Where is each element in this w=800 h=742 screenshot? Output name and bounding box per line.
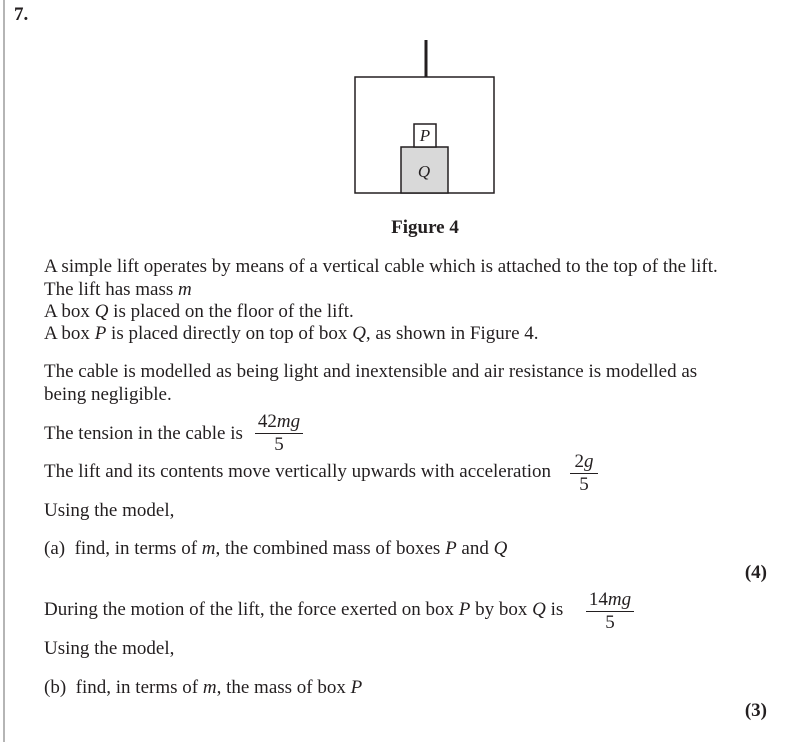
text-line-11 <box>44 599 563 621</box>
var-p: P <box>350 677 363 698</box>
variable: mg <box>276 411 301 432</box>
text: by box <box>470 599 533 620</box>
text: The lift has mass <box>44 279 179 300</box>
text: and <box>456 538 494 559</box>
fraction-denominator: 5 <box>570 473 598 496</box>
acceleration-fraction <box>570 451 598 496</box>
variable: g <box>584 451 594 472</box>
variable: mg <box>607 589 632 610</box>
marks-b: (3) <box>744 700 767 721</box>
text: A box <box>44 323 95 344</box>
fraction-denominator: 5 <box>586 611 634 634</box>
var-q: Q <box>352 323 366 344</box>
text-line-8: The lift and its contents move vertically upwards with acceleration <box>44 461 552 482</box>
var-p: P <box>458 599 471 620</box>
box-p-label: P <box>419 126 431 145</box>
text: find, in terms of <box>75 677 203 698</box>
question-number: 7. <box>14 4 29 25</box>
marks-a: (4) <box>744 562 767 583</box>
text-line-12: Using the model, <box>44 638 175 659</box>
var-m: m <box>178 279 192 300</box>
text-line-6: being negligible. <box>44 384 172 405</box>
tension-fraction <box>255 411 303 456</box>
text: , the mass of box <box>216 677 351 698</box>
fraction-numerator <box>255 411 303 433</box>
text-line-4 <box>44 323 539 345</box>
var-q: Q <box>493 538 508 559</box>
part-b-label: (b) <box>44 677 67 698</box>
var-p: P <box>445 538 457 559</box>
coefficient: 42 <box>257 411 277 432</box>
part-a-label: (a) <box>44 538 66 559</box>
text: A box <box>44 301 95 322</box>
text-line-1: A simple lift operates by means of a vertical cable which is attached to the top of the lift. <box>44 256 718 277</box>
text: is placed on the floor of the lift. <box>108 301 354 322</box>
text: , the combined mass of boxes <box>215 538 446 559</box>
text-line-3 <box>44 301 354 323</box>
text: is <box>545 599 564 620</box>
text-line-7: The tension in the cable is <box>44 423 243 444</box>
text: find, in terms of <box>74 538 202 559</box>
coefficient: 14 <box>588 589 608 610</box>
fraction-numerator <box>570 451 598 473</box>
var-q: Q <box>94 301 109 322</box>
text-line-2 <box>44 279 192 301</box>
part-a <box>44 538 507 560</box>
fraction-denominator: 5 <box>255 433 303 456</box>
text-line-9: Using the model, <box>44 500 175 521</box>
text-line-5: The cable is modelled as being light and inextensible and air resistance is modelled as <box>44 361 698 382</box>
text: During the motion of the lift, the force exerted on box <box>44 599 459 620</box>
fraction-numerator <box>586 589 634 611</box>
text: , as shown in Figure 4. <box>365 323 539 344</box>
figure-caption: Figure 4 <box>391 217 459 238</box>
var-q: Q <box>532 599 546 620</box>
var-p: P <box>94 323 107 344</box>
force-fraction <box>586 589 634 634</box>
var-m: m <box>202 677 217 698</box>
lift-diagram <box>0 0 800 210</box>
part-b <box>44 677 362 699</box>
coefficient: 2 <box>574 451 584 472</box>
var-m: m <box>201 538 216 559</box>
text: is placed directly on top of box <box>106 323 353 344</box>
box-q-label: Q <box>417 162 431 181</box>
